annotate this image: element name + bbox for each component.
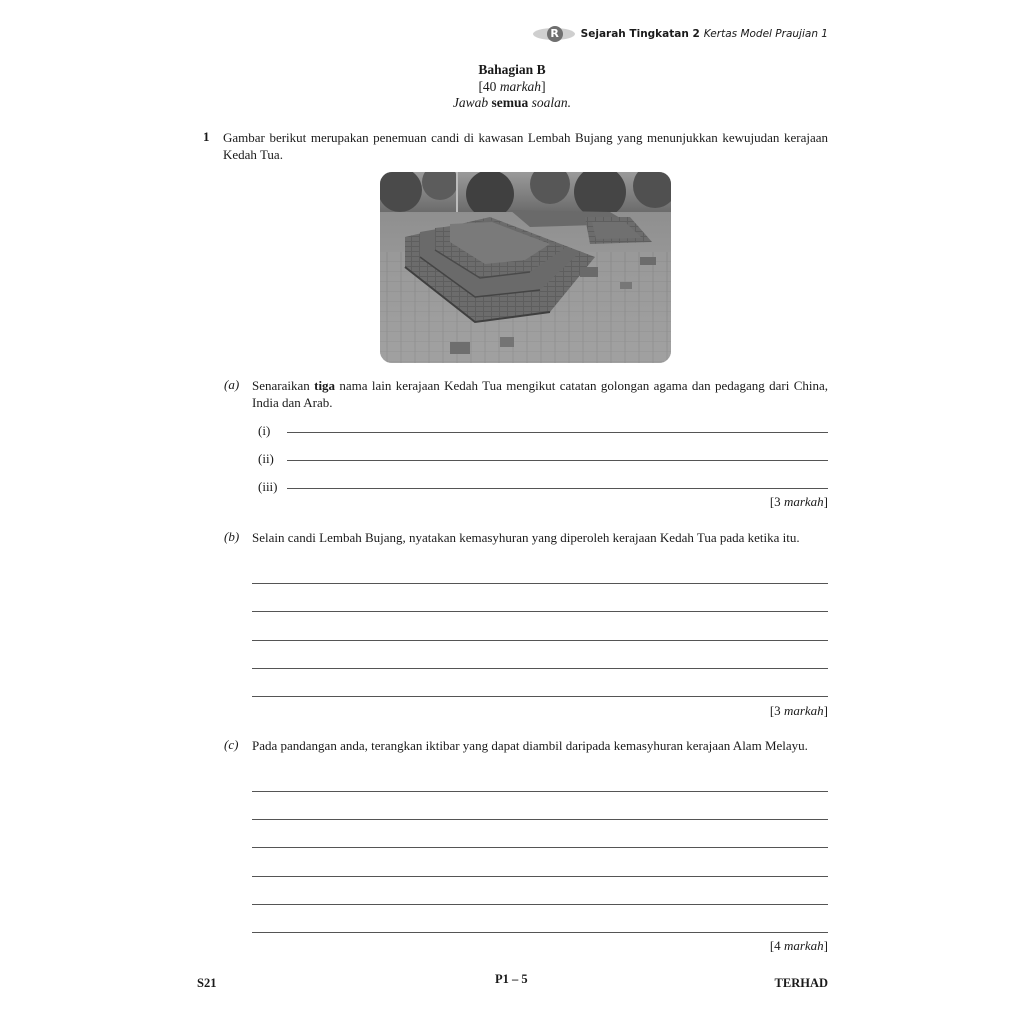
answer-line-b-1[interactable] — [252, 583, 828, 584]
answer-line-c-2[interactable] — [252, 819, 828, 820]
page-header — [533, 26, 828, 42]
answer-line-c-4[interactable] — [252, 876, 828, 877]
question-text: Gambar berikut merupakan penemuan candi di kawasan Lembah Bujang yang menunjukkan kewujudan kerajaan Kedah Tua. — [223, 130, 828, 162]
publisher-logo: R — [533, 26, 577, 42]
answer-line-a-ii[interactable] — [287, 460, 828, 461]
part-a-item-ii: (ii) — [258, 451, 274, 466]
question-number: 1 — [203, 129, 210, 144]
candi-photo — [380, 172, 671, 363]
header-subject: Sejarah Tingkatan 2 — [580, 28, 700, 40]
answer-line-b-4[interactable] — [252, 668, 828, 669]
section-marks: [40 markah] — [478, 78, 546, 94]
footer-page: P1 – 5 — [495, 972, 528, 986]
answer-line-a-iii[interactable] — [287, 488, 828, 489]
footer-code: S21 — [197, 976, 217, 990]
part-a-item-i: (i) — [258, 423, 271, 438]
answer-line-c-3[interactable] — [252, 847, 828, 848]
answer-line-b-3[interactable] — [252, 640, 828, 641]
section-title: Bahagian B — [478, 62, 546, 77]
footer-classification: TERHAD — [774, 976, 828, 990]
answer-line-c-6[interactable] — [252, 932, 828, 933]
section-instruction: Jawab semua soalan. — [452, 95, 572, 110]
part-a-item-iii: (iii) — [258, 479, 278, 494]
part-a-text: Senaraikan tiga nama lain kerajaan Kedah Tua mengikut catatan golongan agama dan pedagang dari China, India dan Arab. — [252, 378, 828, 410]
part-c-label: (c) — [224, 737, 239, 752]
part-c-marks: [4 markah] — [769, 938, 828, 953]
part-b-marks: [3 markah] — [769, 703, 828, 718]
part-b-label: (b) — [224, 529, 240, 544]
answer-line-a-i[interactable] — [287, 432, 828, 433]
header-paper: Kertas Model Praujian 1 — [703, 28, 828, 40]
answer-line-b-5[interactable] — [252, 696, 828, 697]
part-c-text: Pada pandangan anda, terangkan iktibar yang dapat diambil daripada kemasyhuran kerajaan Alam Melayu. — [252, 738, 808, 753]
section-heading — [0, 62, 1024, 112]
answer-line-b-2[interactable] — [252, 611, 828, 612]
part-a-marks: [3 markah] — [769, 494, 828, 509]
answer-line-c-1[interactable] — [252, 791, 828, 792]
part-b-text: Selain candi Lembah Bujang, nyatakan kemasyhuran yang diperoleh kerajaan Kedah Tua pada ketika itu. — [252, 530, 800, 545]
part-a-label: (a) — [224, 377, 240, 392]
answer-line-c-5[interactable] — [252, 904, 828, 905]
